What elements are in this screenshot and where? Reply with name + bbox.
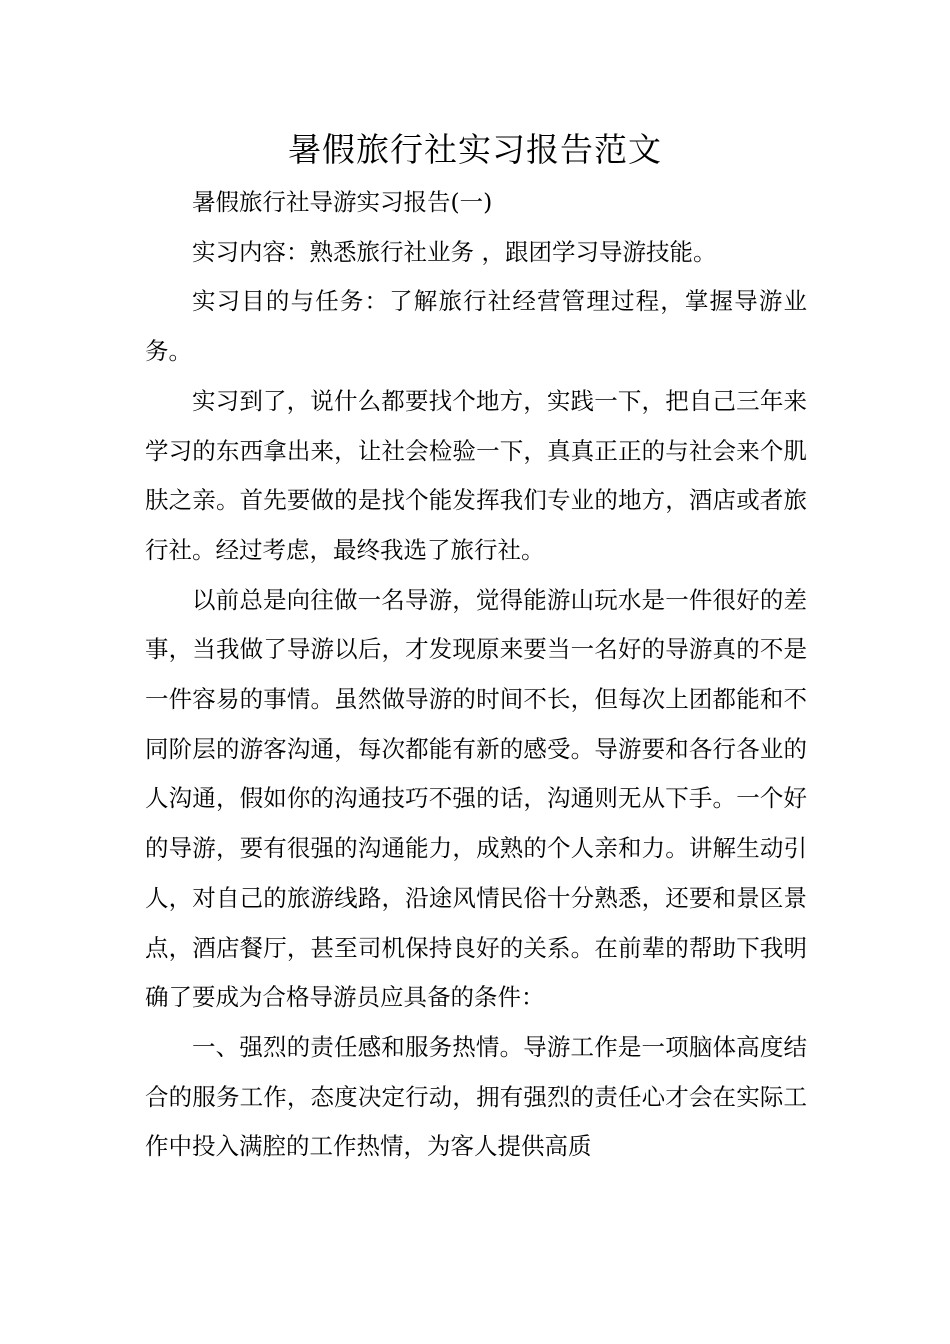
document-title: 暑假旅行社实习报告范文 (288, 130, 662, 169)
paragraph-internship-content: 实习内容：熟悉旅行社业务 ，跟团学习导游技能。 (192, 237, 717, 266)
paragraph-subtitle: 暑假旅行社导游实习报告(一) (192, 188, 493, 216)
document-body (145, 178, 807, 1172)
paragraph-responsibility: 一、强烈的责任感和服务热情。导游工作是一项脑体高度结合的服务工作，态度决定行动，拥有强烈的责任心才会在实际工作中投入满腔的工作热情，为客人提供高质 (145, 1032, 807, 1161)
paragraph-guide-experience: 以前总是向往做一名导游，觉得能游山玩水是一件很好的差事，当我做了导游以后，才发现原来要当一名好的导游真的不是一件容易的事情。虽然做导游的时间不长，但每次上团都能和不同阶层的游客沟通，每次都能有新的感受。导游要和各行各业的人沟通，假如你的沟通技巧不强的话，沟通则无从下手。一个好的导游，要有很强的沟通能力，成熟的个人亲和力。讲解生动引人，对自己的旅游线路，沿途风情民俗十分熟悉，还要和景区景点，酒店餐厅，甚至司机保持良好的关系。在前辈的帮助下我明确了要成为合格导游员应具备的条件： (145, 585, 807, 1012)
paragraph-internship-goals: 实习目的与任务：了解旅行社经营管理过程，掌握导游业务。 (145, 287, 807, 366)
paragraph-choosing-agency: 实习到了，说什么都要找个地方，实践一下，把自己三年来学习的东西拿出来，让社会检验一下，真真正正的与社会来个肌肤之亲。首先要做的是找个能发挥我们专业的地方，酒店或者旅行社。经过考虑，最终我选了旅行社。 (145, 386, 807, 564)
